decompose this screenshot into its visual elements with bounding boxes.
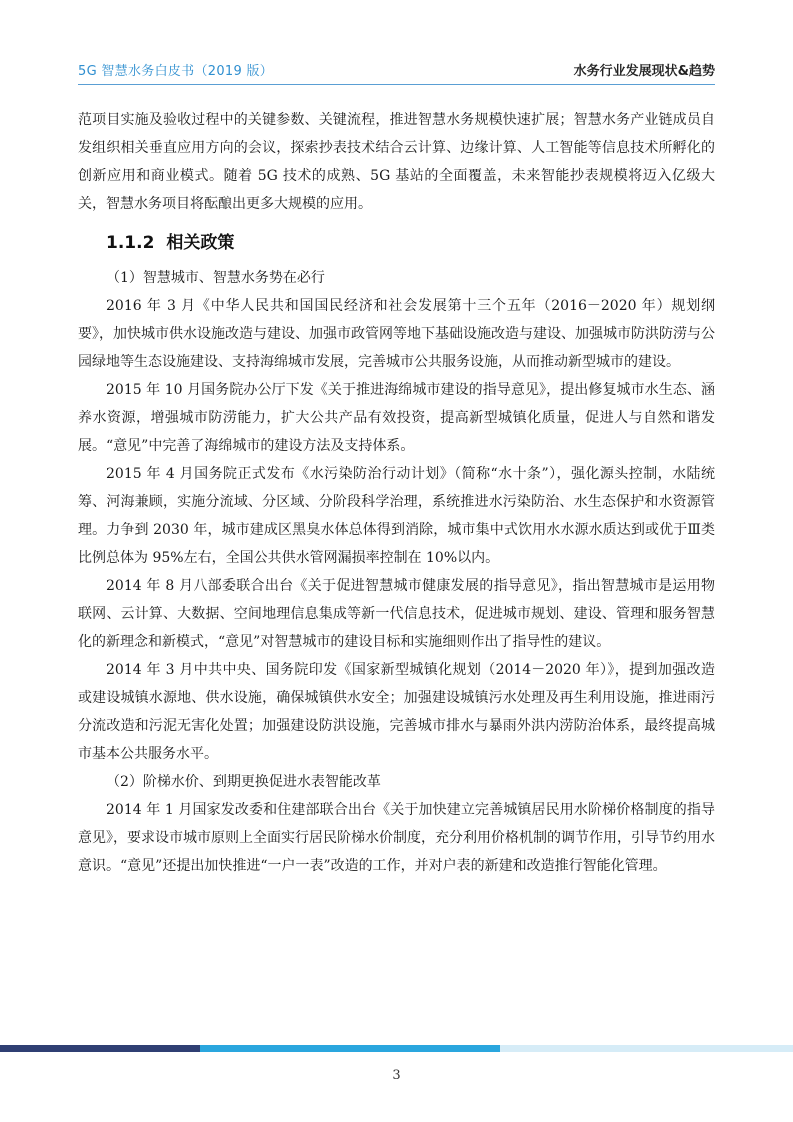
- header-divider: [78, 84, 715, 85]
- paragraph-2016-plan: 2016 年 3 月《中华人民共和国国民经济和社会发展第十三个五年（2016－2020 年）规划纲要》，加快城市供水设施改造与建设、加强市政管网等地下基础设施改造与建设、加强城市防洪防涝与公园绿地等生态设施建设、支持海绵城市发展，完善城市公共服务设施，从而推动新型城市的建设。: [78, 298, 715, 370]
- section-title: 相关政策: [166, 233, 235, 253]
- paragraph-2015-sponge-city: 2015 年 10 月国务院办公厅下发《关于推进海绵城市建设的指导意见》，提出修复城市水生态、涵养水资源，增强城市防涝能力，扩大公共产品有效投资，提高新型城镇化质量，促进人与自然和谐发展。“意见”中完善了海绵城市的建设方法及支持体系。: [78, 382, 715, 454]
- section-heading: [106, 228, 715, 258]
- paragraph-2014-tiered-pricing: 2014 年 1 月国家发改委和住建部联合出台《关于加快建立完善城镇居民用水阶梯价格制度的指导意见》，要求设市城市原则上全面实行居民阶梯水价制度，充分利用价格机制的调节作用，引导节约用水意识。“意见”还提出加快推进“一户一表”改造的工作，并对户表的新建和改造推行智能化管理。: [78, 802, 715, 874]
- section-number: 1.1.2: [106, 233, 155, 253]
- subheading-1: （1）智慧城市、智慧水务势在必行: [106, 270, 325, 286]
- intro-paragraph: 范项目实施及验收过程中的关键参数、关键流程，推进智慧水务规模快速扩展；智慧水务产业链成员自发组织相关垂直应用方向的会议，探索抄表技术结合云计算、边缘计算、人工智能等信息技术所孵化的创新应用和商业模式。随着 5G 技术的成熟、5G 基站的全面覆盖，未来智能抄表规模将迈入亿级大关，智慧水务项目将酝酿出更多大规模的应用。: [78, 112, 715, 212]
- header-chapter-title: 水务行业发展现状&趋势: [573, 64, 715, 79]
- footer-bar-dark-segment: [0, 1045, 200, 1052]
- footer-bar-blue-segment: [200, 1045, 500, 1052]
- paragraph-2015-water-pollution: 2015 年 4 月国务院正式发布《水污染防治行动计划》（简称“水十条”），强化源头控制，水陆统筹、河海兼顾，实施分流域、分区域、分阶段科学治理，系统推进水污染防治、水生态保护和水资源管理。力争到 2030 年，城市建成区黑臭水体总体得到消除，城市集中式饮用水水源水质达到或优于Ⅲ类比例总体为 95%左右，全国公共供水管网漏损率控制在 10%以内。: [78, 466, 715, 566]
- subheading-2: （2）阶梯水价、到期更换促进水表智能改革: [106, 774, 381, 790]
- page-body: [78, 106, 715, 880]
- paragraph-2014-urbanization: 2014 年 3 月中共中央、国务院印发《国家新型城镇化规划（2014－2020 年）》，提到加强改造或建设城镇水源地、供水设施，确保城镇供水安全；加强建设城镇污水处理及再生利用设施，推进雨污分流改造和污泥无害化处置；加强建设防洪设施，完善城市排水与暴雨外洪内涝防治体系，最终提高城市基本公共服务水平。: [78, 662, 715, 762]
- page-number: 3: [392, 1068, 401, 1083]
- header-document-title: 5G 智慧水务白皮书（2019 版）: [78, 64, 274, 79]
- footer-bar-light-segment: [500, 1045, 793, 1052]
- footer-color-bar: [0, 1045, 793, 1052]
- paragraph-2014-smart-city: 2014 年 8 月八部委联合出台《关于促进智慧城市健康发展的指导意见》，指出智慧城市是运用物联网、云计算、大数据、空间地理信息集成等新一代信息技术，促进城市规划、建设、管理和服务智慧化的新理念和新模式，“意见”对智慧城市的建设目标和实施细则作出了指导性的建议。: [78, 578, 715, 650]
